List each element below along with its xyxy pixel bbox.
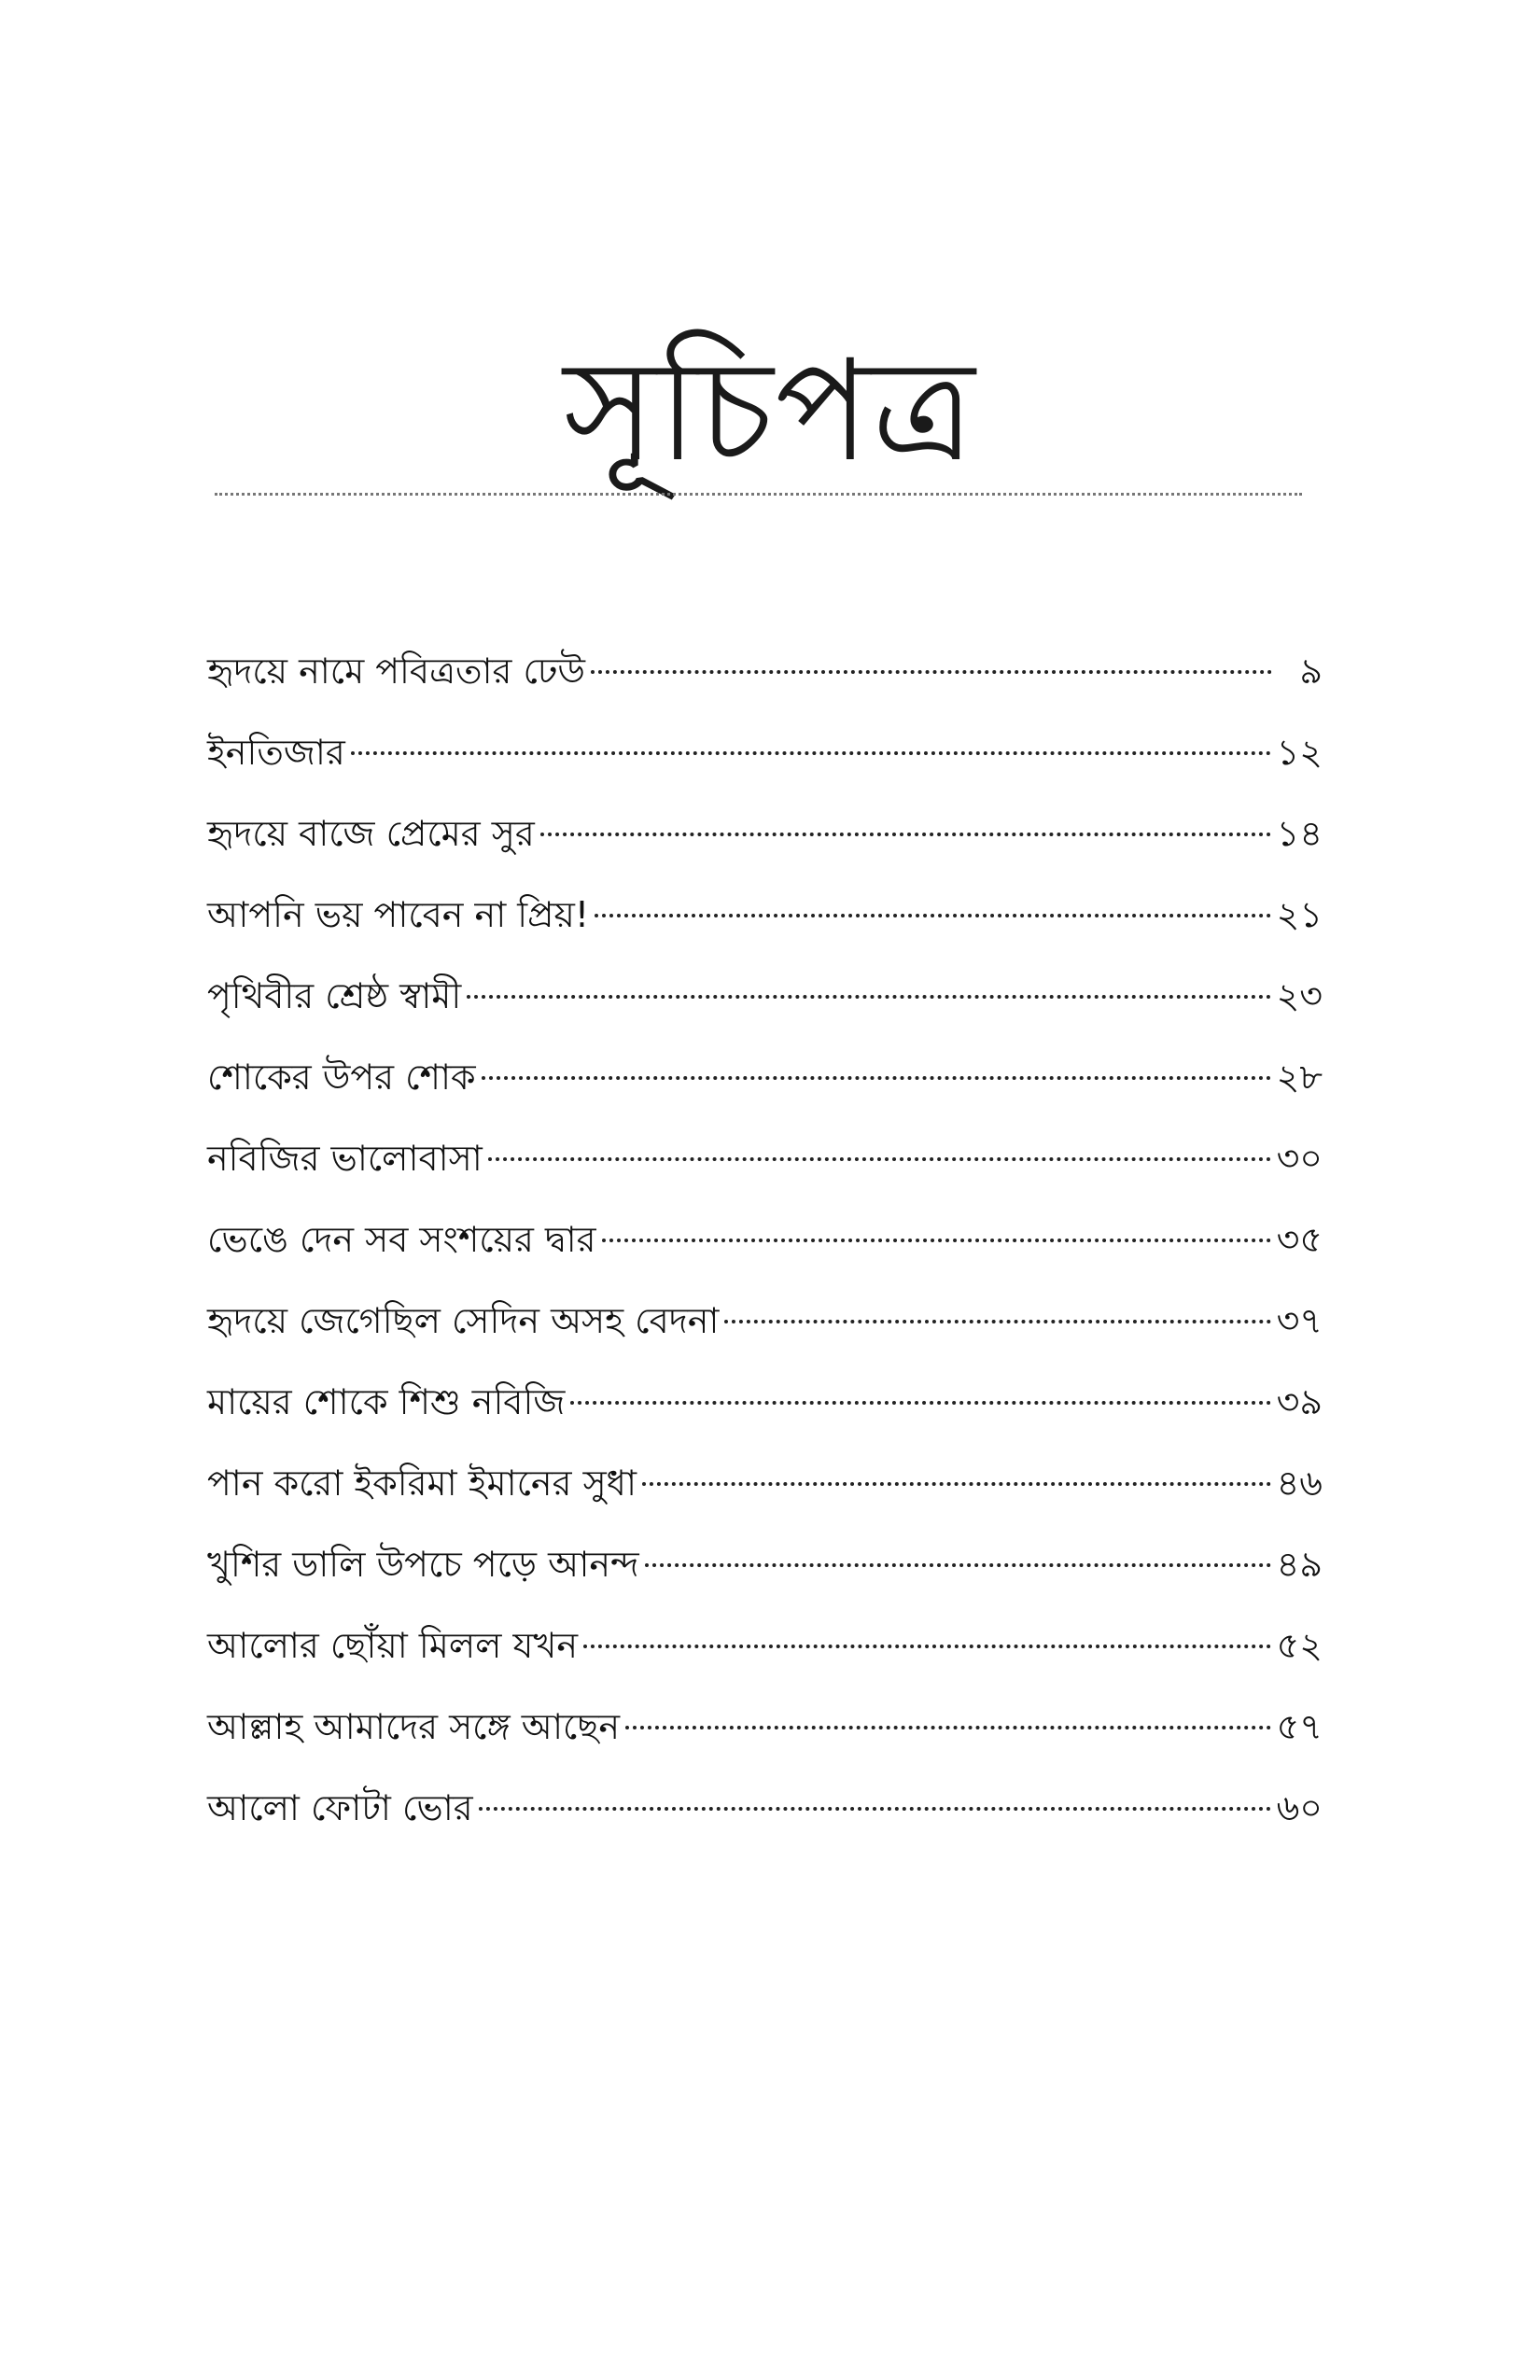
toc-entry — [207, 875, 1323, 956]
toc-entry-title: নবিজির ভালোবাসা — [207, 1138, 483, 1179]
toc-entry — [207, 1118, 1323, 1199]
toc-entry-title: হৃদয়ে বাজে প্রেমের সুর — [207, 813, 535, 854]
toc-entry — [207, 1443, 1323, 1524]
dot-leader — [724, 1320, 1270, 1323]
toc-entry — [207, 1281, 1323, 1362]
toc-entry — [207, 631, 1323, 712]
toc-entry-page: ২৮ — [1276, 1057, 1323, 1098]
toc-entry-page: ৬০ — [1276, 1787, 1323, 1828]
dot-leader — [540, 833, 1271, 836]
toc-entry-title: শোকের উপর শোক — [207, 1057, 476, 1098]
toc-entry-page: ১২ — [1276, 732, 1323, 773]
toc-entry-title: আলো ফোটা ভোর — [207, 1787, 473, 1828]
dot-leader — [625, 1726, 1271, 1729]
toc-entry — [207, 1037, 1323, 1118]
page-title: সূচিপত্র — [563, 329, 977, 493]
toc-entry — [207, 1605, 1323, 1687]
toc-entry — [207, 1524, 1323, 1605]
toc-entry-page: ৩০ — [1276, 1138, 1323, 1179]
toc-entry — [207, 1362, 1323, 1443]
toc-entry-title: আল্লাহ আমাদের সঙ্গে আছেন — [207, 1706, 621, 1747]
toc-entry-page: ৫২ — [1276, 1625, 1323, 1666]
toc-entry — [207, 956, 1323, 1037]
toc-entry-page: ৪৯ — [1276, 1544, 1323, 1585]
toc-entry — [207, 1687, 1323, 1768]
dot-leader — [351, 751, 1271, 755]
toc-entry-title: আলোর ছোঁয়া মিলল যখন — [207, 1625, 579, 1666]
toc-entry — [207, 793, 1323, 875]
toc-entry-title: হৃদয়ে নামে পবিত্রতার ঢেউ — [207, 651, 586, 692]
toc-entry-page: ১৪ — [1276, 813, 1323, 854]
toc-entry-page: ৪৬ — [1276, 1463, 1323, 1504]
toc-entry-page: ৯ — [1299, 651, 1323, 692]
toc-entry-title: মায়ের শোকে শিশু নবিজি — [207, 1381, 566, 1422]
toc-entry-page: ৫৭ — [1276, 1706, 1323, 1747]
dot-leader — [488, 1157, 1271, 1161]
toc-entry-page: ২১ — [1276, 894, 1323, 935]
dot-leader — [467, 995, 1270, 999]
toc-entry-title: ভেঙে দেন সব সংশয়ের দ্বার — [207, 1219, 596, 1260]
dot-leader — [479, 1807, 1271, 1811]
dot-leader — [602, 1239, 1271, 1242]
toc-entry — [207, 1199, 1323, 1281]
dot-leader — [645, 1563, 1271, 1567]
dot-leader — [591, 670, 1272, 674]
toc-entry-page: ৩৫ — [1276, 1219, 1323, 1260]
dot-leader — [482, 1076, 1271, 1080]
table-of-contents — [207, 631, 1323, 1849]
dot-leader — [570, 1401, 1270, 1405]
toc-entry-title: খুশির ডালি উপচে পড়ে আনন্দ — [207, 1544, 639, 1585]
dotted-divider — [215, 493, 1302, 496]
toc-entry-title: হৃদয়ে জেগেছিল সেদিন অসহ বেদনা — [207, 1300, 720, 1341]
toc-entry-title: ইনতিজার — [207, 732, 345, 773]
dot-leader — [583, 1645, 1271, 1648]
dot-leader — [642, 1482, 1271, 1486]
toc-entry-title: পান করো ইকরিমা ইমানের সুধা — [207, 1463, 637, 1504]
dot-leader — [595, 914, 1270, 917]
toc-entry-title: পৃথিবীর শ্রেষ্ঠ স্বামী — [207, 975, 462, 1016]
toc-entry-page: ২৩ — [1276, 975, 1323, 1016]
toc-entry — [207, 712, 1323, 793]
toc-entry-page: ৩৯ — [1276, 1381, 1323, 1422]
toc-entry-title: আপনি ভয় পাবেন না প্রিয়! — [207, 894, 590, 935]
toc-entry-page: ৩৭ — [1276, 1300, 1323, 1341]
toc-entry — [207, 1768, 1323, 1849]
